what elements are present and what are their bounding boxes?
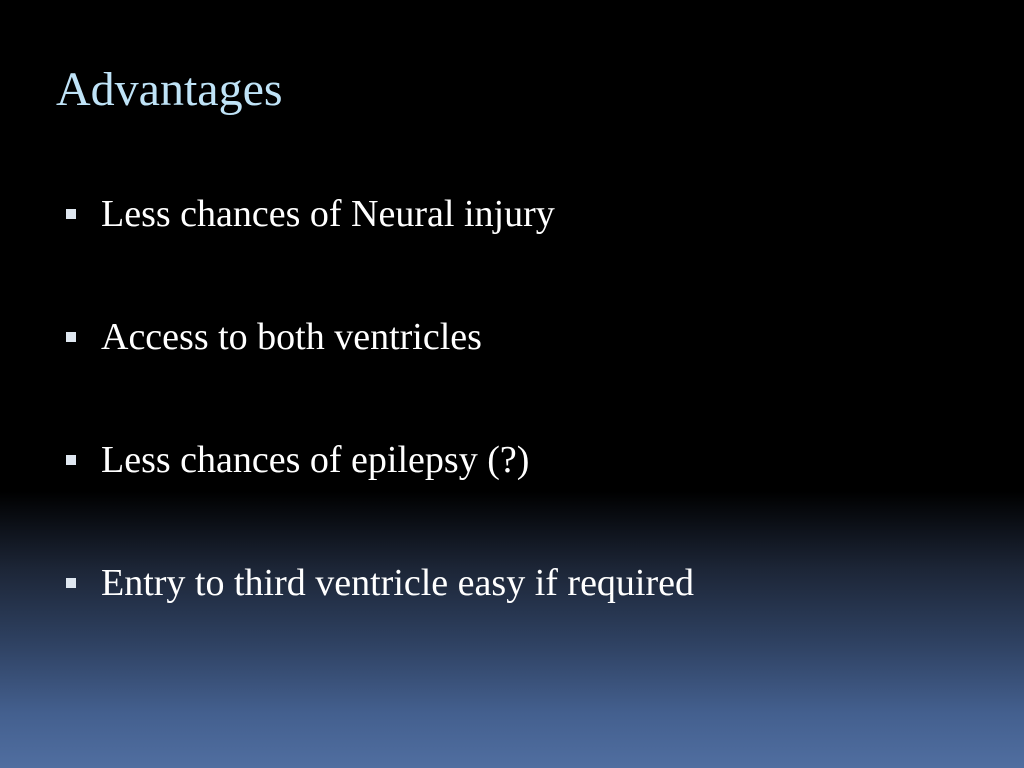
bullet-list xyxy=(66,191,694,606)
bullet-text: Less chances of Neural injury xyxy=(101,193,555,235)
bullet-text: Entry to third ventricle easy if required xyxy=(101,562,695,604)
square-bullet-icon xyxy=(66,455,76,465)
square-bullet-icon xyxy=(66,332,76,342)
bullet-item-epilepsy xyxy=(66,437,694,483)
bullet-item-third-ventricle xyxy=(66,560,694,606)
slide-title: Advantages xyxy=(56,63,283,116)
bullet-item-ventricles-access xyxy=(66,314,694,360)
bullet-item-neural-injury xyxy=(66,191,694,237)
bullet-text: Access to both ventricles xyxy=(101,316,482,358)
square-bullet-icon xyxy=(66,578,76,588)
bullet-text: Less chances of epilepsy (?) xyxy=(101,439,530,481)
square-bullet-icon xyxy=(66,209,76,219)
